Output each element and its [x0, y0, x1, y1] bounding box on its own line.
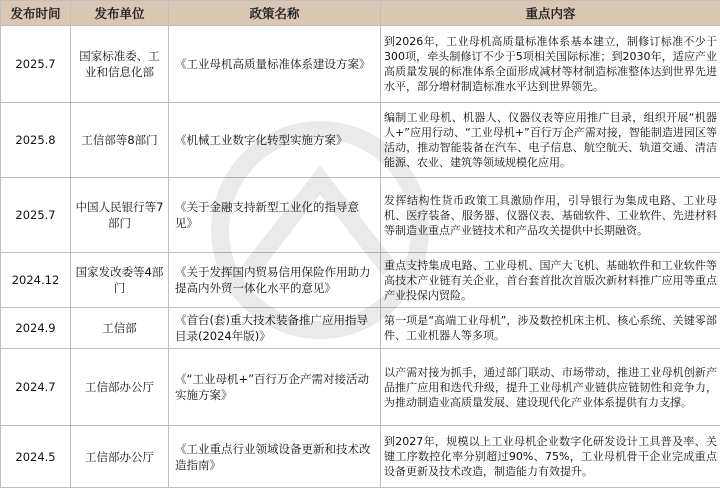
cell-date: 2024.7: [1, 349, 71, 426]
cell-issuer: 工信部: [71, 308, 169, 349]
header-content: 重点内容: [381, 1, 720, 26]
table-row: [1, 103, 720, 178]
header-date: 发布时间: [1, 1, 71, 26]
table-row: [1, 426, 720, 488]
cell-issuer: 中国人民银行等7部门: [71, 178, 169, 253]
cell-date: 2025.8: [1, 103, 71, 178]
cell-issuer: 工信部办公厅: [71, 349, 169, 426]
cell-issuer: 工信部办公厅: [71, 426, 169, 488]
cell-policy: 《关于发挥国内贸易信用保险作用助力提高内外贸一体化水平的意见》: [169, 253, 381, 308]
cell-date: 2025.7: [1, 178, 71, 253]
cell-date: 2024.12: [1, 253, 71, 308]
cell-policy: 《关于金融支持新型工业化的指导意见》: [169, 178, 381, 253]
cell-policy: 《“工业母机+”百行万企产需对接活动实施方案》: [169, 349, 381, 426]
cell-content: 以产需对接为抓手，通过部门联动、市场带动，推进工业母机创新产品推广应用和迭代升级，提升工业母机产业链供应链韧性和竞争力，为推动制造业高质量发展、建设现代化产业体系提供有力支撑。: [381, 349, 720, 426]
cell-policy: 《首台(套)重大技术装备推广应用指导目录(2024年版)》: [169, 308, 381, 349]
cell-content: 编制工业母机、机器人、仪器仪表等应用推广目录，组织开展“机器人+”应用行动、“工业母机+”百行万企产需对接，智能制造进园区等活动，推动智能装备在汽车、电子信息、航空航天、轨道交通、清洁能源、农业、建筑等领域规模化应用。: [381, 103, 720, 178]
table-row: [1, 349, 720, 426]
table-header-row: [1, 1, 720, 26]
cell-issuer: 工信部等8部门: [71, 103, 169, 178]
cell-content: 发挥结构性货币政策工具激励作用，引导银行为集成电路、工业母机、医疗装备、服务器、仪器仪表、基础软件、工业软件、先进材料等制造业重点产业链技术和产品攻关提供中长期融资。: [381, 178, 720, 253]
cell-policy: 《工业重点行业领域设备更新和技术改造指南》: [169, 426, 381, 488]
table-row: [1, 26, 720, 103]
table-row: [1, 308, 720, 349]
cell-content: 到2026年，工业母机高质量标准体系基本建立，制修订标准不少于300项，牵头制修订不少于5项相关国际标准；到2030年，适应产业高质量发展的标准体系全面形成减材等材制造标准整体达到世界先进水平，部分增材制造标准水平达到世界领先。: [381, 26, 720, 103]
table-row: [1, 253, 720, 308]
cell-content: 到2027年，规模以上工业母机企业数字化研发设计工具普及率、关键工序数控化率分别超过90%、75%，工业母机骨干企业完成重点设备更新及技术改造，制造能力有效提升。: [381, 426, 720, 488]
cell-date: 2024.9: [1, 308, 71, 349]
cell-date: 2025.7: [1, 26, 71, 103]
cell-content: 第一项是“高端工业母机”，涉及数控机床主机、核心系统、关键零部件、工业机器人等多项。: [381, 308, 720, 349]
cell-date: 2024.5: [1, 426, 71, 488]
cell-issuer: 国家发改委等4部门: [71, 253, 169, 308]
header-policy: 政策名称: [169, 1, 381, 26]
cell-content: 重点支持集成电路、工业母机、国产大飞机、基础软件和工业软件等高技术产业链有关企业，首台套首批次首版次新材料推广应用等重点产业投保内贸险。: [381, 253, 720, 308]
cell-policy: 《工业母机高质量标准体系建设方案》: [169, 26, 381, 103]
cell-issuer: 国家标准委、工业和信息化部: [71, 26, 169, 103]
table-row: [1, 178, 720, 253]
header-issuer: 发布单位: [71, 1, 169, 26]
cell-policy: 《机械工业数字化转型实施方案》: [169, 103, 381, 178]
